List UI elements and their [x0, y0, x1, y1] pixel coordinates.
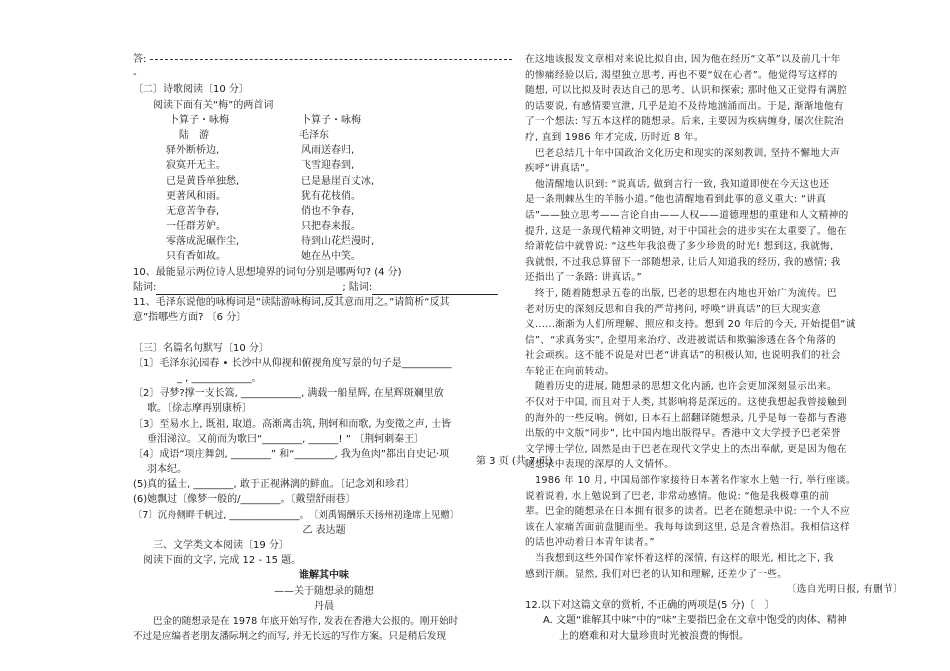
essay-line: 提升, 这是一条现代精神文明链, 对于中国社会的进步实在太重要了。他在: [525, 225, 847, 237]
essay-line: 随想录中表现的深厚的人文情怀。: [525, 459, 675, 471]
essay-line: 车轮正在向前转动。: [525, 365, 615, 377]
section2-intro: 阅读下面有关“梅”的两首词: [153, 99, 274, 111]
poem-row: 一任群芳妒。 只把春来报。: [166, 221, 361, 233]
poem-row: 只有香如故。 她在丛中笑。: [166, 251, 361, 263]
lit-intro: 阅读下面的文字, 完成 12 - 15 题。: [143, 555, 302, 567]
essay-line: 老对历史的深刻反思和自我的严苛拷问, 呼唤“讲真话”的巨大现实意: [525, 303, 821, 315]
essay-line: 不仅对于中国, 而且对于人类, 其影响将是深远的。这使我想起我曾接触到: [525, 397, 847, 409]
poem1-author: 陆 游: [179, 129, 209, 141]
essay-line: 疗, 直到 1986 年才完成, 历时近 8 年。: [525, 131, 704, 143]
question-11-line2: 意”指哪些方面? 〔6 分〕: [133, 312, 247, 324]
essay-source: 〔选自光明日报, 有删节〕: [786, 584, 903, 596]
essay-line: 信”、“求真务实”, 企望用来治疗、改进被谎话和欺骗渗透在各个角落的: [525, 334, 837, 346]
question-11-line1: 11、毛泽东说他的咏梅词是“读陆游咏梅词,反其意而用之。”请简析“反其: [133, 297, 450, 308]
essay-line: 该在人家痛苦面前盘腿而坐。我每每读到这里, 总是含着热泪。我相信这样: [525, 521, 850, 533]
poem-row: 已是黄昏单独愁, 已是悬崖百丈冰,: [166, 175, 375, 187]
essay-line: 的话也冲动着日本青年读者。”: [525, 537, 655, 549]
essay-author: 丹晨: [314, 600, 334, 612]
essay-line: 1986 年 10 月, 中国局部作家接待日本著名作家水上勉一行, 举行座谈。: [525, 475, 857, 487]
essay-line: 了一个想法: 写五本这样的随想录。后来, 主要因为疾病缠身, 屡次住院治: [525, 116, 844, 128]
essay-line: 的海外的一些反响。例如, 日本石上韶翻译随想录, 几乎是每一卷都与香港: [525, 412, 847, 424]
essay-line: 是一条荆棘丛生的羊肠小道。”他也清醒地看到此事的意义重大: “讲真: [525, 194, 827, 206]
fill-blank-4a: 〔4〕成语“项庄舞剑, ________” 和“________, 我为鱼肉”都出自史记·项: [133, 448, 450, 460]
fill-blank-4b: 羽本纪。: [147, 464, 187, 476]
section2-title: 〔二〕诗歌阅读〔10 分〕: [133, 84, 249, 96]
essay-line: 出版的中文版“同步”, 比中国内地出版得早。香港中文大学授予巴老荣誉: [525, 428, 841, 440]
right-column: [525, 52, 903, 645]
question-10-answer: 陆词: ; 陆词:: [133, 280, 515, 295]
poem-row: 零落成泥碾作尘, 待到山花烂漫时,: [166, 236, 375, 248]
poem-row: 无意苦争春, 俏也不争春,: [166, 205, 355, 217]
fill-blank-7: 〔7〕沉舟侧畔千帆过, _______________。 〔刘禹锡酬乐天扬州初逢席上见赠〕: [133, 509, 459, 521]
question-10: 10、最能显示两位诗人思想境界的词句分别是哪两句? (4 分): [133, 266, 402, 278]
essay-line: 话”——独立思考——言论自由——人权——道德理想的重建和人文精神的: [525, 209, 849, 221]
answer-dash-tail: -: [133, 69, 137, 81]
poem-row: 驿外断桥边, 风雨送春归,: [166, 145, 355, 157]
essay-line: 辈。巴金的随想录在日本拥有很多的读者。巴老在随想录中说: 一个人不应: [525, 506, 851, 518]
fill-blank-3a: 〔3〕至易水上, 既祖, 取道。高渐离击筑, 荆轲和而歌, 为变徵之声, 士皆: [133, 418, 452, 430]
spacer: [133, 325, 515, 340]
essay-line: 终于, 随着随想录五卷的出版, 巴老的思想在内地也开始广为流传。巴: [525, 287, 837, 299]
poem2-title: 卜算子・咏梅: [301, 114, 361, 126]
essay-paragraph-line: 不过是应编者老朋友潘际坰之约而写, 并无长远的写作方案。只是稍后发现: [133, 631, 447, 643]
essay-line: 的话要说, 有感情要宣泄, 几乎是迫不及待地汹涌而出。于是, 渐渐地他有: [525, 100, 844, 112]
fill-blank-6: (6)她飘过〔像梦一般的/________。〔戴望舒雨巷〕: [133, 494, 356, 506]
fill-blank-5: (5)真的猛士, ________, 敢于正视淋漓的鲜血。〔记念刘和珍君〕: [133, 479, 415, 491]
option-a-cont: 上的磨难和对大量珍贵时光被浪费的悔恨。: [559, 630, 749, 642]
essay-line: 我就恨, 不过我总算留下一部随想录, 让后人知道我的经历, 我的感情; 我: [525, 256, 841, 268]
essay-paragraph-line: 巴金的随想录是在 1978 年底开始写作, 发表在香港大公报的。刚开始时: [153, 615, 459, 627]
essay-line: 巴老总结几十年中国政治文化历史和现实的深刻教训, 坚持不懈地大声: [525, 147, 841, 159]
fill-blank-3b: 垂泪涕泣。又前而为歌曰“________, ______! ” 〔荆轲刺秦王〕: [147, 433, 425, 445]
option-a: A. 文题“谁解其中味”中的“味”主要指巴金在文章中饱受的肉体、精神: [543, 615, 847, 627]
poem-titles: [133, 113, 515, 128]
essay-subtitle: ——关于随想录的随想: [274, 585, 374, 597]
essay-line: 在这地该报发文章相对来说比拟自由, 因为他在经历“文革”以及前几十年: [525, 54, 841, 65]
question-12: 12.以下对这篇文章的赏析, 不正确的两项是(5 分)〔 〕: [525, 599, 775, 611]
poem2-author: 毛泽东: [299, 129, 329, 141]
essay-line: 还指出了一条路: 讲真话。”: [525, 272, 642, 284]
essay-line: 义......渐渐为人们所理解、照应和支持。想到 20 年后的今天, 开始提倡“诚: [525, 319, 856, 331]
answer-line: 答:: [133, 52, 515, 67]
essay-line: 文学博士学位, 固然是由于巴老在现代文学史上的杰出奉献, 更是因为他在: [525, 443, 847, 455]
essay-line: 的惨痛经验以后, 渴望独立思考, 再也不要“奴在心者”。他觉得写这样的: [525, 69, 838, 81]
essay-line: 说着说着, 水上勉说到了巴老, 非常动感情。他说: “他是我极尊重的前: [525, 490, 830, 502]
poem1-title: 卜算子・咏梅: [169, 114, 229, 126]
fill-blank-2b: 歌。〔徐志摩再别康桥〕: [147, 403, 252, 415]
essay-line: 感到汗颜。显然, 我们对巴老的认知和理解, 还差少了一些。: [525, 568, 788, 580]
essay-title: 谁解其中味: [299, 570, 349, 582]
essay-line: 随想, 可以比拟及时表达自己的思考、认识和探索; 那时他又正觉得有满腔: [525, 85, 848, 97]
page-footer: 第 3 页 (共 7 页): [476, 456, 553, 467]
essay-line: 他清醒地认识到: “说真话, 做到言行一致, 我知道即使在今天这也还: [525, 178, 830, 190]
left-column: [133, 52, 515, 644]
section-lit-title: 三、文学类文本阅读〔19 分〕: [153, 540, 289, 551]
essay-line: 当我想到这些外国作家怀着这样的深情, 有这样的眼光, 相比之下, 我: [525, 553, 834, 564]
fill-blank-1a: 〔1〕毛泽东沁园春 • 长沙中从仰视和俯视角度写景的句子是__________: [133, 357, 452, 369]
poem-row: 更著风和雨。 犹有花枝俏。: [166, 190, 361, 202]
essay-line: 社会顽疾。这不能不说是对巴老“讲真话”的积极认知, 也说明我们的社会: [525, 350, 841, 362]
fill-blank-1b: _ , ____________。: [177, 372, 262, 384]
fill-blank-2a: 〔2〕寻梦?撑一支长篙, ____________, 满载一船星辉, 在星辉斑斓里放: [133, 388, 444, 400]
answer-dash-rule: [150, 59, 512, 60]
essay-line: 给萧乾信中就曾说: “这些年我浪费了多少珍贵的时光! 想到这, 我就悔,: [525, 241, 834, 253]
section3-title: 〔三〕名篇名句默写〔10 分〕: [133, 342, 269, 354]
essay-line: 随着历史的进展, 随想录的思想文化内涵, 也许会更加深刻显示出来。: [525, 381, 837, 393]
essay-line: 疾呼“讲真话”。: [525, 163, 596, 175]
poem-row: 寂寞开无主。 飞雪迎春到,: [166, 160, 355, 172]
part-b-heading: 乙 表达题: [302, 524, 346, 536]
poem-authors: [133, 128, 515, 143]
